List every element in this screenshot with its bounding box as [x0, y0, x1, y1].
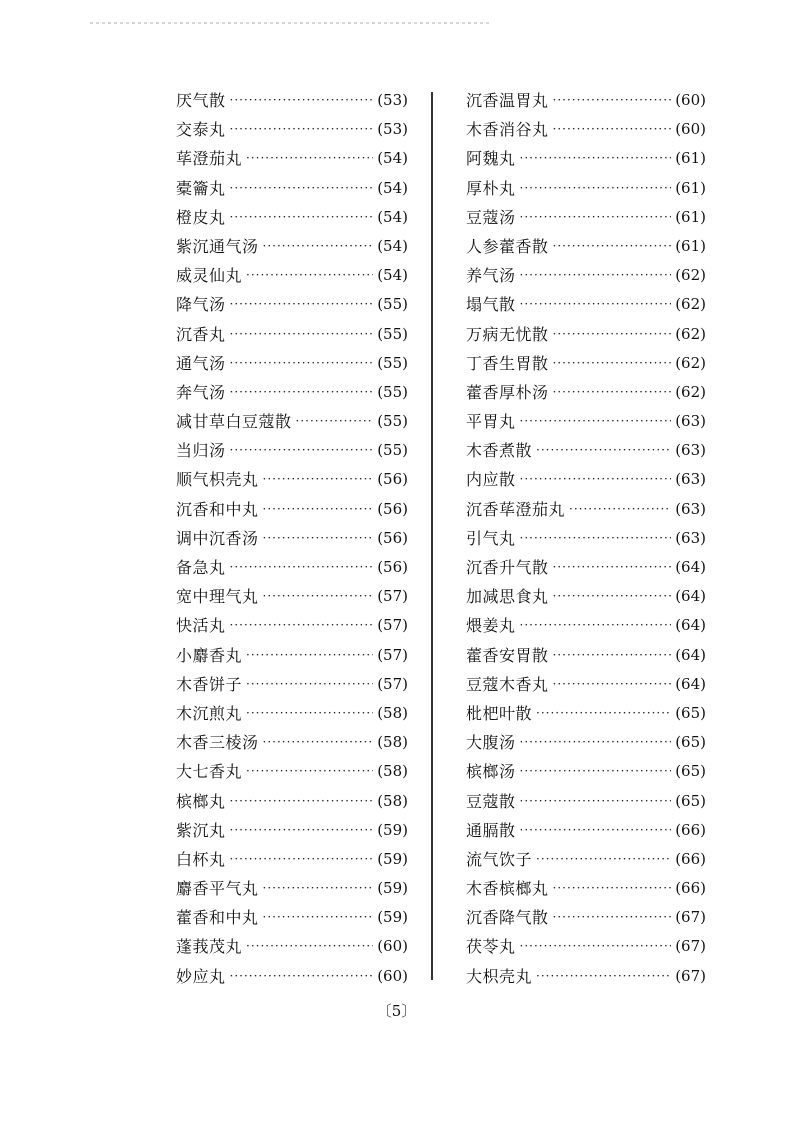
toc-entry-title: 藿香安胃散 — [466, 645, 549, 665]
toc-entry-page: (67) — [675, 908, 706, 927]
toc-entry — [176, 699, 408, 728]
toc-entry-title: 木香煮散 — [466, 441, 533, 461]
dot-leader — [520, 203, 672, 232]
toc-entry — [466, 874, 706, 903]
toc-entry — [176, 874, 408, 903]
dot-leader — [246, 261, 373, 290]
toc-entry — [176, 816, 408, 845]
toc-entry-page: (55) — [377, 382, 408, 401]
toc-entry-title: 内应散 — [466, 470, 516, 490]
toc-entry — [466, 757, 706, 786]
toc-entry — [466, 378, 706, 407]
toc-entry-title: 备急丸 — [176, 558, 226, 577]
toc-entry-title: 沉香降气散 — [466, 908, 549, 928]
dot-leader — [553, 553, 672, 582]
toc-entry-title: 枇杷叶散 — [466, 703, 533, 723]
dot-leader — [536, 436, 671, 465]
toc-entry-title: 交泰丸 — [176, 120, 226, 140]
toc-entry-page: (58) — [377, 703, 408, 722]
toc-entry-page: (63) — [675, 412, 706, 431]
dot-leader — [520, 787, 672, 816]
column-divider — [431, 92, 433, 980]
dot-leader — [230, 115, 374, 144]
toc-entry-page: (58) — [377, 733, 408, 752]
toc-entry-title: 煨姜丸 — [466, 616, 516, 636]
toc-entry-title: 木沉煎丸 — [176, 703, 243, 723]
toc-entry-page: (58) — [377, 791, 408, 810]
toc-entry-page: (64) — [675, 616, 706, 635]
dot-leader — [263, 232, 374, 261]
toc-entry-page: (64) — [675, 674, 706, 693]
toc-entry — [466, 407, 706, 436]
dot-leader — [246, 641, 373, 670]
dot-leader — [553, 115, 672, 144]
toc-entry-title: 通气汤 — [176, 353, 226, 373]
toc-entry — [176, 932, 408, 961]
toc-entry-title: 沉香和中丸 — [176, 499, 259, 519]
dot-leader — [520, 816, 672, 845]
dot-leader — [520, 261, 672, 290]
dot-leader — [230, 320, 374, 349]
toc-entry-title: 快活丸 — [176, 616, 226, 636]
toc-entry — [466, 174, 706, 203]
toc-entry — [466, 611, 706, 640]
toc-entry-page: (67) — [675, 937, 706, 956]
toc-entry-page: (55) — [377, 295, 408, 314]
toc-entry-title: 沉香升气散 — [466, 558, 549, 577]
toc-entry-page: (59) — [377, 820, 408, 839]
dot-leader — [246, 757, 373, 786]
toc-entry — [176, 787, 408, 816]
toc-entry — [466, 670, 706, 699]
dot-leader — [230, 349, 374, 378]
toc-entry — [176, 757, 408, 786]
toc-entry-page: (65) — [675, 703, 706, 722]
toc-entry-title: 槟榔汤 — [466, 762, 516, 782]
toc-entry-page: (54) — [377, 149, 408, 168]
toc-entry-title: 木香消谷丸 — [466, 120, 549, 140]
toc-entry-page: (63) — [675, 441, 706, 460]
toc-entry-title: 荜澄茄丸 — [176, 149, 243, 169]
toc-entry-page: (53) — [377, 91, 408, 109]
toc-entry-title: 通膈散 — [466, 820, 516, 840]
toc-entry — [176, 495, 408, 524]
toc-entry-page: (61) — [675, 149, 706, 168]
toc-entry — [466, 495, 706, 524]
toc-entry-title: 顺气枳壳丸 — [176, 470, 259, 490]
dot-leader — [553, 86, 672, 115]
toc-entry-page: (54) — [377, 236, 408, 255]
dot-leader — [230, 611, 374, 640]
toc-entry-page: (55) — [377, 412, 408, 431]
toc-entry-title: 豆蔻散 — [466, 791, 516, 811]
toc-entry-title: 茯苓丸 — [466, 937, 516, 957]
toc-entry — [466, 728, 706, 757]
toc-entry — [466, 465, 706, 494]
toc-entry — [466, 203, 706, 232]
toc-entry — [176, 349, 408, 378]
dot-leader — [263, 903, 374, 932]
dot-leader — [553, 232, 672, 261]
toc-entry-title: 塌气散 — [466, 295, 516, 315]
toc-entry-page: (57) — [377, 645, 408, 664]
dot-leader — [520, 144, 672, 173]
toc-entry-title: 橐籥丸 — [176, 178, 226, 198]
toc-entry-title: 奔气汤 — [176, 382, 226, 402]
dot-leader — [520, 728, 672, 757]
dot-leader — [553, 670, 672, 699]
toc-entry-page: (65) — [675, 762, 706, 781]
toc-entry-page: (54) — [377, 207, 408, 226]
toc-entry — [176, 582, 408, 611]
toc-entry-page: (64) — [675, 558, 706, 576]
toc-entry — [176, 670, 408, 699]
toc-entry-page: (55) — [377, 353, 408, 372]
toc-entry — [176, 203, 408, 232]
dot-leader — [230, 436, 374, 465]
dot-leader — [263, 465, 374, 494]
dot-leader — [520, 757, 672, 786]
dot-leader — [553, 320, 672, 349]
toc-entry — [176, 290, 408, 319]
toc-entry-page: (62) — [675, 295, 706, 314]
toc-entry-title: 引气丸 — [466, 528, 516, 548]
toc-entry — [176, 232, 408, 261]
dot-leader — [520, 174, 672, 203]
toc-entry-page: (64) — [675, 587, 706, 606]
toc-entry — [466, 845, 706, 874]
toc-entry — [466, 553, 706, 582]
scan-artifact-strip — [90, 22, 490, 24]
toc-entry-title: 加减思食丸 — [466, 587, 549, 607]
dot-leader — [553, 582, 672, 611]
dot-leader — [230, 962, 374, 991]
toc-entry-title: 威灵仙丸 — [176, 266, 243, 286]
toc-entry — [176, 407, 408, 436]
toc-entry-page: (59) — [377, 879, 408, 898]
toc-left-column — [176, 86, 408, 991]
toc-entry-title: 宽中理气丸 — [176, 587, 259, 607]
toc-entry-title: 当归汤 — [176, 441, 226, 461]
toc-entry — [176, 903, 408, 932]
toc-entry — [176, 553, 408, 582]
dot-leader — [553, 903, 672, 932]
dot-leader — [520, 611, 672, 640]
toc-entry-title: 小麝香丸 — [176, 645, 243, 665]
toc-entry-title: 木香槟榔丸 — [466, 879, 549, 899]
toc-entry-page: (66) — [675, 849, 706, 868]
dot-leader — [553, 349, 672, 378]
toc-entry — [176, 845, 408, 874]
toc-entry-page: (58) — [377, 762, 408, 781]
toc-entry — [466, 641, 706, 670]
toc-entry-page: (61) — [675, 236, 706, 255]
toc-entry-title: 藿香和中丸 — [176, 908, 259, 928]
toc-entry — [466, 349, 706, 378]
toc-entry — [176, 524, 408, 553]
toc-entry-page: (64) — [675, 645, 706, 664]
toc-entry-title: 紫沉丸 — [176, 820, 226, 840]
toc-entry-page: (60) — [377, 966, 408, 985]
toc-entry-page: (57) — [377, 674, 408, 693]
dot-leader — [520, 465, 672, 494]
toc-entry — [466, 290, 706, 319]
toc-entry — [466, 816, 706, 845]
toc-entry-page: (61) — [675, 207, 706, 226]
toc-entry-title: 蓬莪茂丸 — [176, 937, 243, 957]
toc-right-column — [466, 86, 706, 991]
toc-entry — [466, 699, 706, 728]
toc-entry-page: (59) — [377, 908, 408, 927]
toc-entry-page: (62) — [675, 324, 706, 343]
toc-entry-title: 沉香荜澄茄丸 — [466, 499, 566, 519]
toc-entry — [466, 903, 706, 932]
toc-entry-title: 槟榔丸 — [176, 791, 226, 811]
page-number: 〔5〕 — [376, 1002, 417, 1020]
toc-entry-page: (54) — [377, 178, 408, 197]
dot-leader — [536, 699, 671, 728]
toc-entry-title: 厚朴丸 — [466, 178, 516, 198]
toc-entry-page: (67) — [675, 966, 706, 985]
toc-entry — [466, 320, 706, 349]
toc-entry — [176, 261, 408, 290]
toc-entry-title: 麝香平气丸 — [176, 879, 259, 899]
dot-leader — [520, 524, 672, 553]
toc-entry-page: (56) — [377, 499, 408, 518]
toc-entry-title: 丁香生胃散 — [466, 353, 549, 373]
toc-entry — [176, 174, 408, 203]
toc-entry — [176, 86, 408, 115]
dot-leader — [230, 203, 374, 232]
toc-entry-title: 沉香丸 — [176, 324, 226, 344]
toc-entry-title: 大腹汤 — [466, 733, 516, 753]
toc-entry-title: 妙应丸 — [176, 966, 226, 986]
toc-entry-title: 万病无忧散 — [466, 324, 549, 344]
toc-entry — [466, 86, 706, 115]
toc-entry-title: 沉香温胃丸 — [466, 91, 549, 110]
toc-entry — [466, 582, 706, 611]
toc-entry-page: (62) — [675, 266, 706, 285]
dot-leader — [230, 378, 374, 407]
dot-leader — [246, 670, 373, 699]
toc-entry-title: 养气汤 — [466, 266, 516, 286]
dot-leader — [520, 407, 672, 436]
dot-leader — [230, 787, 374, 816]
toc-entry — [466, 144, 706, 173]
toc-entry-title: 橙皮丸 — [176, 207, 226, 227]
toc-entry-page: (57) — [377, 587, 408, 606]
toc-entry-page: (66) — [675, 879, 706, 898]
dot-leader — [569, 495, 671, 524]
toc-entry — [176, 115, 408, 144]
toc-entry-page: (62) — [675, 382, 706, 401]
dot-leader — [230, 290, 374, 319]
dot-leader — [296, 407, 374, 436]
dot-leader — [553, 641, 672, 670]
toc-entry-page: (66) — [675, 820, 706, 839]
toc-entry-page: (55) — [377, 324, 408, 343]
toc-entry-page: (63) — [675, 499, 706, 518]
toc-entry-title: 平胃丸 — [466, 412, 516, 432]
toc-entry-title: 木香三棱汤 — [176, 733, 259, 753]
dot-leader — [263, 582, 374, 611]
toc-entry-page: (65) — [675, 791, 706, 810]
toc-entry — [466, 232, 706, 261]
toc-entry-title: 减甘草白豆蔻散 — [176, 412, 292, 432]
dot-leader — [230, 553, 374, 582]
toc-entry-page: (63) — [675, 528, 706, 547]
dot-leader — [263, 728, 374, 757]
toc-entry — [176, 436, 408, 465]
toc-entry — [176, 320, 408, 349]
dot-leader — [230, 86, 374, 115]
toc-entry — [466, 436, 706, 465]
dot-leader — [553, 378, 672, 407]
dot-leader — [246, 699, 373, 728]
dot-leader — [246, 932, 373, 961]
toc-entry-title: 藿香厚朴汤 — [466, 382, 549, 402]
toc-entry-title: 木香饼子 — [176, 674, 243, 694]
toc-entry — [466, 115, 706, 144]
toc-entry — [466, 932, 706, 961]
toc-entry-title: 厌气散 — [176, 91, 226, 110]
dot-leader — [520, 932, 672, 961]
toc-entry — [176, 728, 408, 757]
toc-entry-page: (62) — [675, 353, 706, 372]
dot-leader — [263, 524, 374, 553]
toc-entry-page: (61) — [675, 178, 706, 197]
toc-entry-page: (65) — [675, 733, 706, 752]
dot-leader — [230, 174, 374, 203]
toc-entry-page: (53) — [377, 120, 408, 139]
toc-entry-title: 白杯丸 — [176, 849, 226, 869]
dot-leader — [246, 144, 373, 173]
dot-leader — [553, 874, 672, 903]
toc-entry-page: (54) — [377, 266, 408, 285]
toc-entry-page: (60) — [675, 91, 706, 109]
dot-leader — [263, 495, 374, 524]
toc-entry-page: (56) — [377, 528, 408, 547]
dot-leader — [230, 816, 374, 845]
toc-entry-page: (60) — [675, 120, 706, 139]
toc-entry-page: (63) — [675, 470, 706, 489]
toc-entry-page: (55) — [377, 441, 408, 460]
toc-entry — [176, 611, 408, 640]
toc-entry — [176, 378, 408, 407]
toc-entry-title: 降气汤 — [176, 295, 226, 315]
toc-entry-page: (59) — [377, 849, 408, 868]
toc-entry-page: (56) — [377, 470, 408, 489]
toc-entry-page: (57) — [377, 616, 408, 635]
toc-entry-title: 流气饮子 — [466, 849, 533, 869]
dot-leader — [536, 962, 671, 991]
dot-leader — [230, 845, 374, 874]
dot-leader — [520, 290, 672, 319]
toc-entry-title: 紫沉通气汤 — [176, 236, 259, 256]
toc-entry — [466, 787, 706, 816]
toc-entry — [466, 261, 706, 290]
toc-entry-title: 调中沉香汤 — [176, 528, 259, 548]
toc-entry-page: (56) — [377, 558, 408, 576]
toc-entry — [176, 465, 408, 494]
toc-entry-title: 豆蔻汤 — [466, 207, 516, 227]
toc-entry-title: 人参藿香散 — [466, 236, 549, 256]
toc-entry-title: 大七香丸 — [176, 762, 243, 782]
toc-entry — [176, 144, 408, 173]
toc-entry-title: 豆蔻木香丸 — [466, 674, 549, 694]
toc-entry-page: (60) — [377, 937, 408, 956]
dot-leader — [263, 874, 374, 903]
toc-entry — [466, 524, 706, 553]
dot-leader — [536, 845, 671, 874]
toc-entry — [176, 962, 408, 991]
toc-entry-title: 大枳壳丸 — [466, 966, 533, 986]
toc-entry-title: 阿魏丸 — [466, 149, 516, 169]
toc-entry — [466, 962, 706, 991]
toc-entry — [176, 641, 408, 670]
